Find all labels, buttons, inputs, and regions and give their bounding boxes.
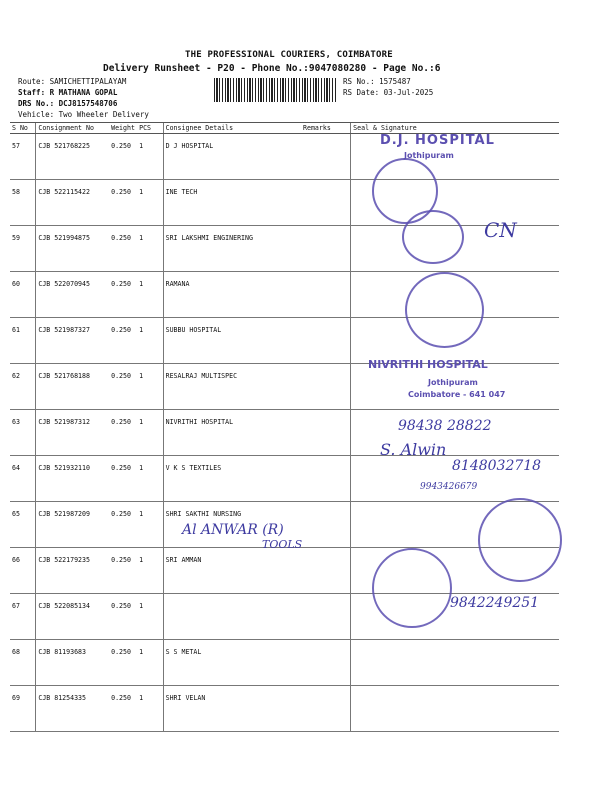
row-consignment: CJB 81193683 [36, 640, 109, 686]
row-pcs: 1 [137, 134, 163, 180]
ss-metal-seal [372, 548, 452, 628]
row-consignee: SUBBU HOSPITAL [163, 318, 301, 364]
row-pcs: 1 [137, 502, 163, 548]
row-consignment: CJB 522115422 [36, 180, 109, 226]
row-sno: 67 [10, 594, 36, 640]
row-consignee: S S METAL [163, 640, 301, 686]
row-weight: 0.250 [109, 226, 137, 272]
phone-69: 9842249251 [450, 595, 540, 611]
row-consignee: SHRI VELAN [163, 686, 301, 732]
row-remarks [301, 226, 351, 272]
col-consignment: Consignment No [36, 123, 109, 134]
row-sno: 59 [10, 226, 36, 272]
row-weight: 0.250 [109, 686, 137, 732]
table-row [10, 548, 559, 594]
phone-65: 8148032718 [452, 458, 542, 474]
nivrithi-stamp: NIVRITHI HOSPITAL [368, 358, 488, 371]
row-weight: 0.250 [109, 272, 137, 318]
row-pcs: 1 [137, 456, 163, 502]
round-seal-4 [478, 498, 562, 582]
row-sno: 69 [10, 686, 36, 732]
row-consignment: CJB 521768188 [36, 364, 109, 410]
row-pcs: 1 [137, 318, 163, 364]
col-consignee: Consignee Details [163, 123, 301, 134]
row-sno: 58 [10, 180, 36, 226]
signature-65: S. Alwin [380, 440, 447, 459]
row-pcs: 1 [137, 364, 163, 410]
row-consignee: D J HOSPITAL [163, 134, 301, 180]
col-signature: Seal & Signature [351, 123, 559, 134]
row-pcs: 1 [137, 226, 163, 272]
row-consignee: SHRI SAKTHI NURSING [163, 502, 301, 548]
row-remarks [301, 318, 351, 364]
rs-date: RS Date: 03-Jul-2025 [343, 88, 434, 97]
row-weight: 0.250 [109, 318, 137, 364]
row-weight: 0.250 [109, 410, 137, 456]
row-pcs: 1 [137, 180, 163, 226]
coimbatore-stamp: Coimbatore - 641 047 [408, 390, 506, 399]
col-remarks: Remarks [301, 123, 351, 134]
row-consignee: RAMANA [163, 272, 301, 318]
table-row [10, 226, 559, 272]
row-pcs: 1 [137, 410, 163, 456]
row-weight: 0.250 [109, 594, 137, 640]
col-pcs: PCS [137, 123, 163, 134]
row-weight: 0.250 [109, 364, 137, 410]
row-consignment: CJB 521987209 [36, 502, 109, 548]
barcode [214, 78, 336, 102]
col-sno: S No [10, 123, 36, 134]
row-consignment: CJB 522179235 [36, 548, 109, 594]
row-remarks [301, 410, 351, 456]
row-consignment: CJB 521987312 [36, 410, 109, 456]
signature-ch: CN [484, 218, 517, 242]
dj-hospital-stamp: D.J. HOSPITAL [380, 133, 495, 148]
row-remarks [301, 272, 351, 318]
row-sno: 57 [10, 134, 36, 180]
row-sno: 68 [10, 640, 36, 686]
row-sno: 62 [10, 364, 36, 410]
row-consignment: CJB 522070945 [36, 272, 109, 318]
row-remarks [301, 364, 351, 410]
drs-label: DRS No.: DCJ8157548706 [18, 99, 118, 108]
row-weight: 0.250 [109, 134, 137, 180]
runsheet-subtitle: Delivery Runsheet - P20 - Phone No.:9047080280 - Page No.:6 [103, 63, 441, 74]
row-consignment: CJB 521987327 [36, 318, 109, 364]
row-remarks [301, 180, 351, 226]
jothipuram-stamp: Jothipuram [428, 378, 478, 387]
row-consignment: CJB 521932110 [36, 456, 109, 502]
table-row [10, 180, 559, 226]
row-consignment: CJB 522085134 [36, 594, 109, 640]
row-signature [351, 640, 559, 686]
row-remarks [301, 134, 351, 180]
row-sno: 66 [10, 548, 36, 594]
signature-anwar: Al ANWAR (R) [182, 522, 284, 538]
row-weight: 0.250 [109, 502, 137, 548]
table-row [10, 640, 559, 686]
row-sno: 64 [10, 456, 36, 502]
row-consignee: NIVRITHI HOSPITAL [163, 410, 301, 456]
row-weight: 0.250 [109, 180, 137, 226]
row-pcs: 1 [137, 640, 163, 686]
table-header-row [10, 123, 559, 134]
row-weight: 0.250 [109, 456, 137, 502]
row-sno: 61 [10, 318, 36, 364]
row-sno: 63 [10, 410, 36, 456]
row-sno: 65 [10, 502, 36, 548]
row-sno: 60 [10, 272, 36, 318]
row-pcs: 1 [137, 594, 163, 640]
round-seal-2 [402, 210, 464, 264]
row-remarks [301, 548, 351, 594]
phone-66: 9943426679 [420, 482, 478, 492]
row-remarks [301, 594, 351, 640]
rs-number: RS No.: 1575487 [343, 77, 411, 86]
dj-place-stamp: Jothipuram [404, 151, 454, 160]
route-label: Route: SAMICHETTIPALAYAM [18, 77, 127, 86]
row-remarks [301, 456, 351, 502]
row-consignee: SRI LAKSHMI ENGINERING [163, 226, 301, 272]
row-weight: 0.250 [109, 548, 137, 594]
row-signature [351, 686, 559, 732]
row-remarks [301, 686, 351, 732]
col-weight: Weight [109, 123, 137, 134]
vehicle-label: Vehicle: Two Wheeler Delivery [18, 110, 149, 119]
phone-64: 98438 28822 [398, 418, 492, 434]
row-consignee: SRI AMMAN [163, 548, 301, 594]
company-title: THE PROFESSIONAL COURIERS, COIMBATORE [185, 50, 393, 60]
row-consignment: CJB 521768225 [36, 134, 109, 180]
round-seal-3 [405, 272, 484, 348]
row-pcs: 1 [137, 548, 163, 594]
row-consignee: RESALRAJ MULTISPEC [163, 364, 301, 410]
row-consignee: INE TECH [163, 180, 301, 226]
row-consignment: CJB 81254335 [36, 686, 109, 732]
row-consignee [163, 594, 301, 640]
row-remarks [301, 502, 351, 548]
signature-tools: TOOLS [262, 538, 303, 551]
row-consignment: CJB 521994875 [36, 226, 109, 272]
row-pcs: 1 [137, 686, 163, 732]
row-weight: 0.250 [109, 640, 137, 686]
row-remarks [301, 640, 351, 686]
row-consignee: V K S TEXTILES [163, 456, 301, 502]
table-row [10, 686, 559, 732]
staff-label: Staff: R MATHANA GOPAL [18, 88, 118, 97]
row-pcs: 1 [137, 272, 163, 318]
